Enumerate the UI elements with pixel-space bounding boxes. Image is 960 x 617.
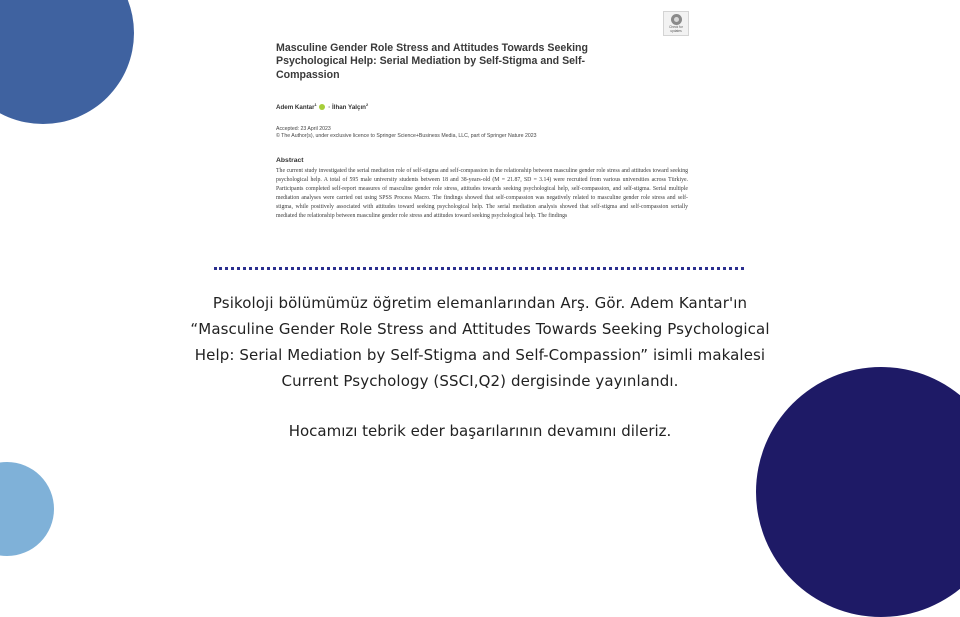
announcement-line: “Masculine Gender Role Stress and Attitudes Towards Seeking Psychological bbox=[190, 320, 770, 338]
abstract-text: The current study investigated the serial mediation role of self-stigma and self-compassion in the relationship between masculine gender role stress and attitudes toward seeking psychological help. A total of 595 male university students between 18 and 38-years-old (M = 21.87, SD = 3.14) were recruited from various universities across Türkiye. Participants completed self-report measures of masculine gender role stress, attitudes towards seeking psychological help, self-compassion, and self-stigma. Serial multiple mediation analyses were carried out using SPSS Process Macro. The findings showed that self-compassion was negatively related to masculine gender role stress and self-stigma, while positively associated with attitudes toward seeking psychological help. The serial mediation analysis showed that self-stigma and self-compassion serially mediated the relationship between masculine gender role stress and attitudes toward seeking psychological help. The findings bbox=[276, 168, 688, 220]
author-name: İlhan Yalçın bbox=[332, 104, 366, 112]
author-separator: · bbox=[328, 104, 331, 112]
dotted-divider bbox=[214, 267, 744, 270]
announcement-text bbox=[140, 290, 820, 394]
accepted-date: Accepted: 23 April 2023 bbox=[276, 126, 331, 132]
paper-title: Masculine Gender Role Stress and Attitudes Towards Seeking Psychological Help: Serial Mediation by Self-Stigma and Self-Compassion bbox=[276, 42, 589, 81]
orcid-icon[interactable] bbox=[319, 104, 325, 110]
announcement-line: Help: Serial Mediation by Self-Stigma and Self-Compassion” isimli makalesi bbox=[194, 346, 766, 364]
congratulations-text: Hocamızı tebrik eder başarılarının devamını dileriz. bbox=[288, 422, 672, 440]
decorative-circle-bottom-right bbox=[756, 367, 960, 617]
crossmark-icon bbox=[671, 14, 682, 25]
decorative-circle-top-left bbox=[0, 0, 134, 124]
paper-authors bbox=[276, 102, 368, 111]
author-affiliation: 2 bbox=[365, 102, 369, 107]
announcement-line: Psikoloji bölümümüz öğretim elemanlarından Arş. Gör. Adem Kantar'ın bbox=[212, 294, 748, 312]
decorative-circle-bottom-left bbox=[0, 462, 54, 556]
check-for-updates-badge[interactable] bbox=[663, 11, 689, 36]
author-affiliation: 1 bbox=[314, 102, 317, 107]
crossmark-label: Check for updates bbox=[669, 25, 683, 33]
paper-meta bbox=[276, 126, 537, 140]
abstract-heading: Abstract bbox=[276, 157, 304, 164]
paper-excerpt bbox=[262, 0, 702, 258]
announcement-line: Current Psychology (SSCI,Q2) dergisinde yayınlandı. bbox=[281, 372, 679, 390]
author-name: Adem Kantar bbox=[276, 104, 315, 112]
copyright-notice: © The Author(s), under exclusive licence to Springer Science+Business Media, LLC, part of Springer Nature 2023 bbox=[276, 133, 537, 140]
